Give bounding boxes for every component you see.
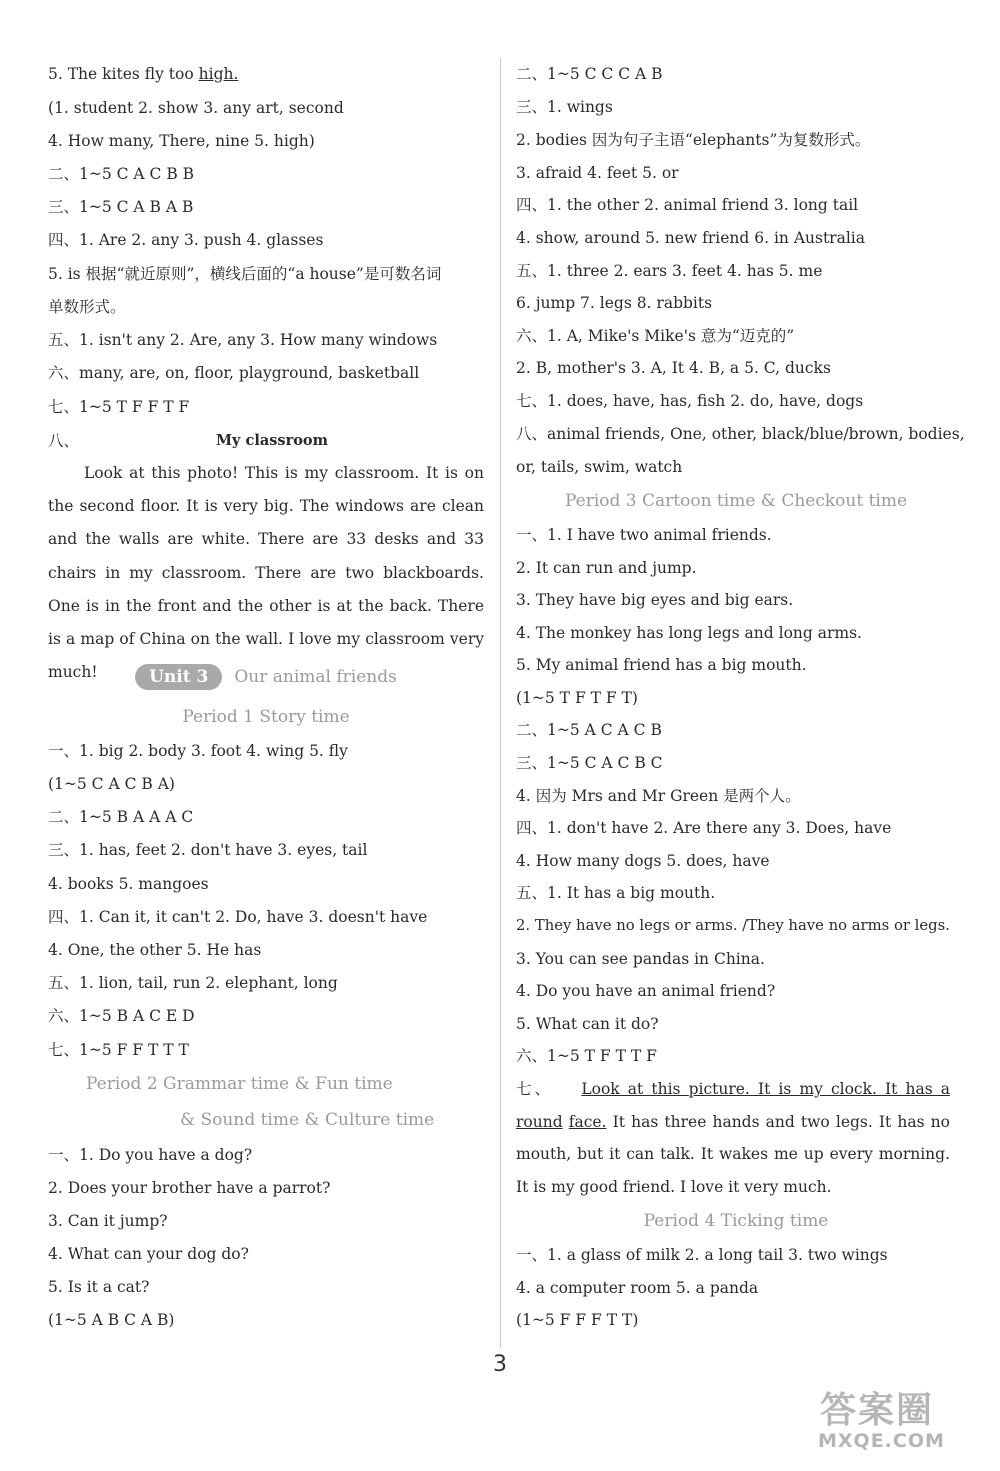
answer-text: 5. The kites fly too [48,65,199,83]
answer-line: 4. What can your dog do? [48,1245,249,1263]
period-heading: Period 2 Grammar time & Fun time [86,1074,393,1094]
answer-line: 七、1~5 F F T T T [48,1041,189,1059]
answer-line: 4. One, the other 5. He has [48,941,262,959]
answer-line: 一、1. big 2. body 3. foot 4. wing 5. fly [48,742,348,760]
answer-line: 4. a computer room 5. a panda [516,1279,759,1297]
answer-line: 五、1. isn't any 2. Are, any 3. How many windows [48,331,438,349]
answer-line: 6. jump 7. legs 8. rabbits [516,294,713,312]
column-divider [500,58,501,1348]
answer-line: 六、1. A, Mike's Mike's 意为“迈克的” [516,327,795,345]
essay2-text: It has three hands and two legs. It has no mouth, but it can talk. It wakes me up every morning. It is my good friend. I love it very much. [516,1112,950,1196]
answer-line: 3. They have big eyes and big ears. [516,591,794,609]
essay2 [516,1073,950,1203]
answer-line: 四、1. the other 2. animal friend 3. long tail [516,196,859,214]
period-heading-continued: & Sound time & Culture time [180,1110,435,1130]
answer-line: 2. They have no legs or arms. /They have no arms or legs. [516,917,950,934]
answer-line: 四、1. don't have 2. Are there any 3. Does, have [516,819,892,837]
answer-line: 4. The monkey has long legs and long arms. [516,624,862,642]
answer-line: 4. books 5. mangoes [48,875,209,893]
answer-line: 七、1~5 T F F T F [48,398,190,416]
period-heading: Period 4 Ticking time [643,1211,829,1231]
unit-badge: Unit 3 [135,664,222,690]
answer-line: 单数形式。 [48,298,126,316]
answer-line: 5. What can it do? [516,1015,659,1033]
answer-line: 3. afraid 4. feet 5. or [516,164,679,182]
answer-line: (1~5 C A C B A) [48,775,175,793]
essay2-underlined: Look at this picture. It is my clock. It has a round [516,1080,950,1131]
answer-line: 一、1. Do you have a dog? [48,1146,253,1164]
answer-line: 三、1~5 C A C B C [516,754,663,772]
answer-line: 2. bodies 因为句子主语“elephants”为复数形式。 [516,131,871,149]
unit-heading [48,664,484,690]
watermark-logo [780,1378,990,1458]
answer-line: (1~5 T F T F T) [516,689,638,707]
answer-line: 一、1. I have two animal friends. [516,526,772,544]
answer-line: 六、many, are, on, floor, playground, basketball [48,364,420,382]
essay-label: 八、 [48,432,80,450]
answer-line: 五、1. It has a big mouth. [516,884,716,902]
answer-line: (1~5 A B C A B) [48,1311,175,1329]
answer-line: 二、1~5 B A A A C [48,808,194,826]
answer-line: 4. How many, There, nine 5. high) [48,132,315,150]
answer-line: 二、1~5 C C C A B [516,65,663,83]
essay-title: My classroom [216,432,328,449]
answer-line: 三、1~5 C A B A B [48,198,194,216]
essay2-label: 七、 [516,1080,554,1098]
watermark-text: 答案圈 [820,1390,935,1431]
answer-line: 四、1. Are 2. any 3. push 4. glasses [48,231,324,249]
answer-line: 一、1. a glass of milk 2. a long tail 3. two wings [516,1246,888,1264]
answer-line: 二、1~5 A C A C B [516,721,662,739]
answer-line: 五、1. lion, tail, run 2. elephant, long [48,974,338,992]
answer-line: 四、1. Can it, it can't 2. Do, have 3. doesn't have [48,908,428,926]
underlined-answer: high. [198,65,239,83]
answer-line: or, tails, swim, watch [516,458,683,476]
page-number: 3 [493,1352,507,1377]
answer-line: 2. It can run and jump. [516,559,697,577]
answer-line [48,64,238,84]
answer-line: 六、1~5 T F T T F [516,1047,657,1065]
answer-line: 五、1. three 2. ears 3. feet 4. has 5. me [516,262,823,280]
answer-line: 2. Does your brother have a parrot? [48,1179,331,1197]
answer-line: (1. student 2. show 3. any art, second [48,99,344,117]
answer-line: 4. 因为 Mrs and Mr Green 是两个人。 [516,787,801,805]
unit-title: Our animal friends [234,667,397,687]
answer-line: 5. My animal friend has a big mouth. [516,656,807,674]
answer-line: 三、1. wings [516,98,613,116]
answer-line: 3. You can see pandas in China. [516,950,765,968]
answer-line: 4. show, around 5. new friend 6. in Australia [516,229,865,247]
answer-line: 4. Do you have an animal friend? [516,982,776,1000]
answer-line: 2. B, mother's 3. A, It 4. B, a 5. C, ducks [516,359,831,377]
answer-line: 5. is 根据“就近原则”，横线后面的“a house”是可数名词 [48,265,442,283]
essay-text: Look at this photo! This is my classroom. It is on the second floor. It is very big. The windows are clean and the walls are white. There are 33 desks and 33 chairs in my classroom. There are two blackboards. One is in the front and the other is at the back. There is a map of China on the wall. I love my classroom very much! [48,464,484,682]
answer-line: 5. Is it a cat? [48,1278,150,1296]
answer-line: (1~5 F F F T T) [516,1311,639,1329]
period-heading: Period 1 Story time [182,707,350,727]
essay2-underlined-cont: face. [568,1112,607,1131]
watermark-url: MXQE.COM [818,1430,945,1452]
answer-line: 八、animal friends, One, other, black/blue/brown, bodies, [516,425,965,443]
answer-line: 六、1~5 B A C E D [48,1007,195,1025]
answer-line: 七、1. does, have, has, fish 2. do, have, dogs [516,392,864,410]
answer-line: 3. Can it jump? [48,1212,168,1230]
answer-line: 二、1~5 C A C B B [48,165,195,183]
period-heading: Period 3 Cartoon time & Checkout time [564,491,908,511]
answer-line: 4. How many dogs 5. does, have [516,852,770,870]
answer-line: 三、1. has, feet 2. don't have 3. eyes, tail [48,841,368,859]
